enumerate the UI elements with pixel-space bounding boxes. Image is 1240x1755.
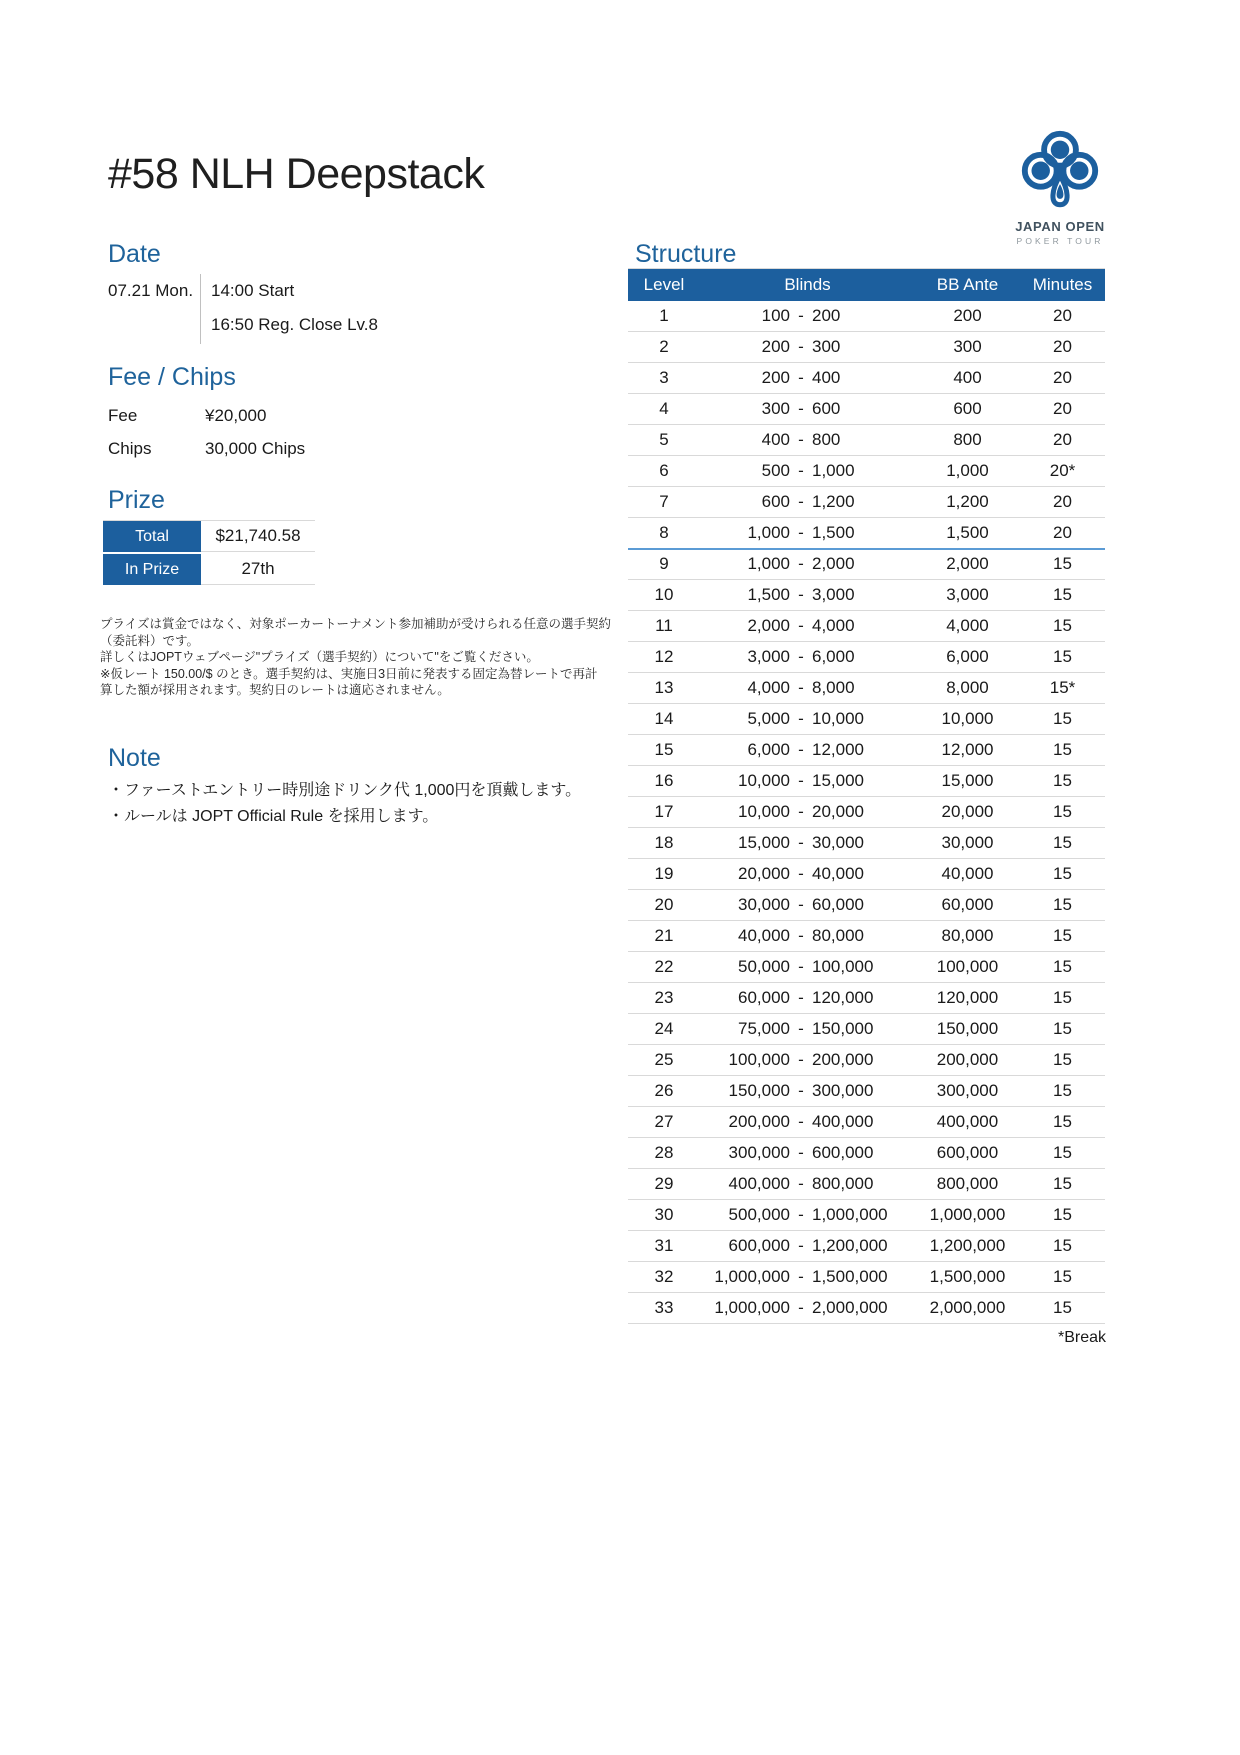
structure-row [628,611,1105,642]
cell-minutes: 15 [1020,797,1105,828]
structure-row [628,456,1105,487]
structure-table [628,268,1105,1324]
cell-bb-ante: 800,000 [915,1169,1020,1200]
cell-bb-ante: 400,000 [915,1107,1020,1138]
cell-level: 5 [628,425,700,456]
cell-bb-ante: 6,000 [915,642,1020,673]
date-times [201,274,378,344]
cell-level: 9 [628,549,700,580]
break-footnote: *Break [1057,1329,1106,1346]
cell-minutes: 15 [1020,611,1105,642]
cell-level: 32 [628,1262,700,1293]
cell-minutes: 15 [1020,890,1105,921]
structure-row [628,1200,1105,1231]
prize-total-row [103,521,315,552]
cell-bb-ante: 300 [915,332,1020,363]
prize-inprize-value: 27th [201,554,315,585]
cell-minutes: 15 [1020,1262,1105,1293]
cell-bb-ante: 1,000,000 [915,1200,1020,1231]
cell-minutes: 15 [1020,766,1105,797]
cell-minutes: 20* [1020,456,1105,487]
cell-minutes: 15 [1020,580,1105,611]
cell-minutes: 15 [1020,1200,1105,1231]
chips-value: 30,000 Chips [205,439,306,458]
cell-bb-ante: 1,500,000 [915,1262,1020,1293]
structure-row [628,301,1105,332]
structure-table-body [628,301,1105,1324]
cell-minutes: 20 [1020,363,1105,394]
cell-minutes: 15 [1020,1076,1105,1107]
note-lines [108,778,581,830]
structure-row [628,797,1105,828]
cell-blinds: 75,000 - 150,000 [700,1014,915,1045]
cell-level: 28 [628,1138,700,1169]
cell-blinds: 150,000 - 300,000 [700,1076,915,1107]
structure-row [628,1262,1105,1293]
cell-bb-ante: 8,000 [915,673,1020,704]
structure-row [628,766,1105,797]
cell-blinds: 2,000 - 4,000 [700,611,915,642]
structure-row [628,394,1105,425]
col-header-minutes: Minutes [1020,269,1105,301]
structure-row [628,363,1105,394]
cell-level: 31 [628,1231,700,1262]
chips-label: Chips [108,439,152,458]
cell-level: 7 [628,487,700,518]
cell-bb-ante: 60,000 [915,890,1020,921]
structure-section [628,240,1106,1347]
cell-blinds: 1,000 - 2,000 [700,549,915,580]
structure-row [628,735,1105,766]
cell-level: 26 [628,1076,700,1107]
cell-level: 27 [628,1107,700,1138]
cell-bb-ante: 15,000 [915,766,1020,797]
structure-row [628,1076,1105,1107]
cell-minutes: 15 [1020,859,1105,890]
fee-row [108,399,305,432]
cell-minutes: 15 [1020,735,1105,766]
cell-blinds: 6,000 - 12,000 [700,735,915,766]
cell-level: 2 [628,332,700,363]
cell-level: 33 [628,1293,700,1324]
disclaimer-line: （委託料）です。 [100,633,200,648]
cell-blinds: 10,000 - 15,000 [700,766,915,797]
fee-label: Fee [108,406,138,425]
structure-row [628,1138,1105,1169]
cell-blinds: 30,000 - 60,000 [700,890,915,921]
cell-blinds: 1,500 - 3,000 [700,580,915,611]
cell-level: 22 [628,952,700,983]
date-section [108,240,378,344]
cell-blinds: 10,000 - 20,000 [700,797,915,828]
cell-level: 29 [628,1169,700,1200]
reg-close-time: 16:50 Reg. Close Lv.8 [211,315,378,334]
col-header-level: Level [628,269,700,301]
cell-minutes: 15 [1020,1138,1105,1169]
logo-brand-line1: JAPAN OPEN [1015,219,1105,234]
prize-total-label: Total [103,521,201,552]
cell-minutes: 15 [1020,828,1105,859]
cell-level: 6 [628,456,700,487]
cell-minutes: 15 [1020,983,1105,1014]
cell-minutes: 20 [1020,518,1105,549]
cell-minutes: 15 [1020,952,1105,983]
cell-blinds: 500,000 - 1,000,000 [700,1200,915,1231]
structure-row [628,1231,1105,1262]
structure-row [628,1107,1105,1138]
cell-blinds: 3,000 - 6,000 [700,642,915,673]
structure-row [628,1045,1105,1076]
cell-blinds: 15,000 - 30,000 [700,828,915,859]
page-title: #58 NLH Deepstack [108,150,485,198]
cell-bb-ante: 600 [915,394,1020,425]
date-heading: Date [108,240,161,268]
prize-heading: Prize [108,486,165,514]
cell-level: 23 [628,983,700,1014]
prize-inprize-label: In Prize [103,554,201,585]
cell-blinds: 200,000 - 400,000 [700,1107,915,1138]
cell-minutes: 20 [1020,332,1105,363]
fee-value: ¥20,000 [205,406,267,425]
cell-blinds: 600,000 - 1,200,000 [700,1231,915,1262]
cell-minutes: 15* [1020,673,1105,704]
structure-row [628,828,1105,859]
cell-bb-ante: 3,000 [915,580,1020,611]
cell-minutes: 15 [1020,921,1105,952]
disclaimer-line: プライズは賞金ではなく、対象ポーカートーナメント参加補助が受けられる任意の選手契約 [100,617,612,631]
cell-level: 30 [628,1200,700,1231]
note-line: ・ルールは JOPT Official Rule を採用します。 [108,808,439,825]
structure-row [628,859,1105,890]
cell-bb-ante: 2,000,000 [915,1293,1020,1324]
cell-bb-ante: 400 [915,363,1020,394]
cell-minutes: 15 [1020,1169,1105,1200]
structure-row [628,1293,1105,1324]
cell-blinds: 1,000 - 1,500 [700,518,915,549]
cell-minutes: 15 [1020,1045,1105,1076]
prize-inprize-row [103,554,315,585]
prize-table [103,520,315,585]
start-time: 14:00 Start [211,281,295,300]
cell-blinds: 40,000 - 80,000 [700,921,915,952]
cell-blinds: 5,000 - 10,000 [700,704,915,735]
cell-level: 4 [628,394,700,425]
cell-blinds: 50,000 - 100,000 [700,952,915,983]
cell-level: 21 [628,921,700,952]
club-logo-icon [1018,128,1102,216]
cell-blinds: 200 - 300 [700,332,915,363]
structure-table-head [628,269,1105,301]
cell-bb-ante: 12,000 [915,735,1020,766]
structure-row [628,549,1105,580]
structure-row [628,921,1105,952]
cell-bb-ante: 80,000 [915,921,1020,952]
cell-bb-ante: 1,200,000 [915,1231,1020,1262]
fee-chips-heading: Fee / Chips [108,363,236,391]
cell-blinds: 20,000 - 40,000 [700,859,915,890]
date-day: 07.21 Mon. [108,281,194,300]
cell-level: 13 [628,673,700,704]
cell-minutes: 20 [1020,425,1105,456]
cell-blinds: 300 - 600 [700,394,915,425]
cell-bb-ante: 1,200 [915,487,1020,518]
cell-blinds: 500 - 1,000 [700,456,915,487]
prize-disclaimer [100,616,611,699]
cell-minutes: 15 [1020,1231,1105,1262]
cell-level: 1 [628,301,700,332]
prize-total-value: $21,740.58 [201,521,315,552]
note-section [108,744,581,830]
structure-row [628,332,1105,363]
col-header-blinds: Blinds [700,269,915,301]
cell-minutes: 15 [1020,704,1105,735]
cell-bb-ante: 1,000 [915,456,1020,487]
cell-bb-ante: 800 [915,425,1020,456]
cell-level: 16 [628,766,700,797]
logo-brand-line2: POKER TOUR [1016,236,1104,246]
cell-bb-ante: 100,000 [915,952,1020,983]
structure-row [628,1169,1105,1200]
cell-minutes: 20 [1020,487,1105,518]
cell-blinds: 400,000 - 800,000 [700,1169,915,1200]
cell-blinds: 100,000 - 200,000 [700,1045,915,1076]
cell-level: 17 [628,797,700,828]
note-heading: Note [108,744,161,772]
date-row [108,274,378,344]
cell-blinds: 200 - 400 [700,363,915,394]
cell-bb-ante: 30,000 [915,828,1020,859]
cell-bb-ante: 200,000 [915,1045,1020,1076]
jopt-logo [1002,128,1118,246]
cell-bb-ante: 600,000 [915,1138,1020,1169]
cell-minutes: 15 [1020,1293,1105,1324]
cell-bb-ante: 4,000 [915,611,1020,642]
structure-row [628,704,1105,735]
cell-blinds: 1,000,000 - 2,000,000 [700,1293,915,1324]
cell-level: 11 [628,611,700,642]
fee-chips-rows [108,399,305,465]
cell-minutes: 15 [1020,1107,1105,1138]
structure-row [628,580,1105,611]
cell-minutes: 15 [1020,549,1105,580]
structure-row [628,487,1105,518]
chips-row [108,432,305,465]
cell-blinds: 1,000,000 - 1,500,000 [700,1262,915,1293]
disclaimer-line: ※仮レート 150.00/$ のとき。選手契約は、実施日3日前に発表する固定為替レートで再計 [100,666,598,681]
note-line: ・ファーストエントリー時別途ドリンク代 1,000円を頂戴します。 [108,782,582,799]
structure-row [628,673,1105,704]
cell-bb-ante: 150,000 [915,1014,1020,1045]
cell-minutes: 15 [1020,642,1105,673]
cell-bb-ante: 40,000 [915,859,1020,890]
fee-chips-section [108,363,305,465]
structure-heading: Structure [635,240,737,268]
cell-bb-ante: 120,000 [915,983,1020,1014]
structure-row [628,1014,1105,1045]
structure-row [628,518,1105,549]
cell-bb-ante: 20,000 [915,797,1020,828]
prize-section [103,486,315,587]
cell-level: 3 [628,363,700,394]
structure-row [628,983,1105,1014]
structure-row [628,642,1105,673]
cell-level: 14 [628,704,700,735]
cell-bb-ante: 200 [915,301,1020,332]
cell-level: 24 [628,1014,700,1045]
cell-bb-ante: 10,000 [915,704,1020,735]
cell-bb-ante: 2,000 [915,549,1020,580]
structure-row [628,952,1105,983]
structure-row [628,890,1105,921]
cell-bb-ante: 1,500 [915,518,1020,549]
cell-blinds: 100 - 200 [700,301,915,332]
cell-level: 12 [628,642,700,673]
cell-blinds: 600 - 1,200 [700,487,915,518]
structure-row [628,425,1105,456]
cell-level: 25 [628,1045,700,1076]
cell-minutes: 20 [1020,394,1105,425]
cell-blinds: 60,000 - 120,000 [700,983,915,1014]
disclaimer-line: 詳しくはJOPTウェブページ"プライズ（選手契約）について"をご覧ください。 [100,650,539,664]
cell-level: 20 [628,890,700,921]
disclaimer-line: 算した額が採用されます。契約日のレートは適応されません。 [100,683,450,697]
cell-minutes: 20 [1020,301,1105,332]
cell-blinds: 400 - 800 [700,425,915,456]
cell-blinds: 4,000 - 8,000 [700,673,915,704]
structure-header-row [628,269,1105,301]
cell-blinds: 300,000 - 600,000 [700,1138,915,1169]
cell-level: 15 [628,735,700,766]
cell-level: 18 [628,828,700,859]
cell-level: 10 [628,580,700,611]
cell-level: 8 [628,518,700,549]
cell-level: 19 [628,859,700,890]
cell-minutes: 15 [1020,1014,1105,1045]
col-header-bb-ante: BB Ante [915,269,1020,301]
cell-bb-ante: 300,000 [915,1076,1020,1107]
